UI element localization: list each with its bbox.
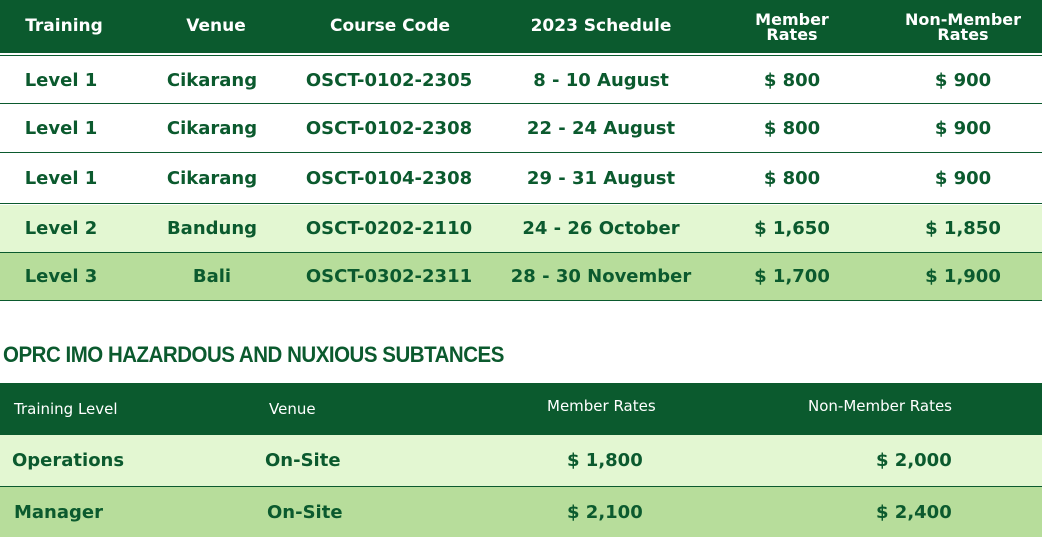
- header-non-member-rates: [858, 0, 1042, 53]
- table-row: [0, 487, 1042, 537]
- header-course-code: Course Code: [329, 16, 451, 36]
- cell-member-rate: $ 1,800: [567, 450, 643, 471]
- cell-non-member-rate: $ 1,900: [925, 266, 1001, 287]
- header-non-member-rates-line1: Non-Member: [904, 9, 1022, 29]
- cell-member-rate: $ 1,700: [754, 266, 830, 287]
- cell-schedule: 28 - 30 November: [510, 266, 692, 287]
- table-row: [0, 435, 1042, 486]
- cell-venue: On-Site: [265, 450, 341, 471]
- header-member-rates-line2: Rates: [766, 24, 818, 44]
- cell-member-rate: $ 2,100: [567, 501, 643, 523]
- cell-non-member-rate: $ 1,850: [925, 218, 1001, 239]
- cell-course-code: OSCT-0102-2305: [305, 69, 473, 91]
- cell-training: Level 1: [24, 167, 98, 189]
- table-row: [0, 57, 1042, 103]
- cell-venue: Cikarang: [166, 167, 258, 189]
- cell-schedule: 22 - 24 August: [526, 117, 676, 139]
- table1-header: [0, 0, 1042, 53]
- header-member-rates: [726, 0, 858, 53]
- cell-course-code: OSCT-0104-2308: [305, 167, 473, 189]
- cell-non-member-rate: $ 900: [934, 167, 992, 189]
- table2-header: [0, 383, 1042, 435]
- cell-non-member-rate: $ 2,000: [876, 450, 952, 471]
- cell-member-rate: $ 800: [763, 117, 821, 139]
- header-venue: Venue: [186, 16, 246, 36]
- header-training: Training: [25, 16, 103, 36]
- cell-training-level: Operations: [12, 450, 125, 471]
- cell-venue: Bandung: [166, 218, 258, 239]
- header-training-level: Training Level: [14, 400, 118, 418]
- cell-non-member-rate: $ 900: [934, 117, 992, 139]
- row-divider: [0, 300, 1042, 301]
- cell-venue: On-Site: [267, 501, 343, 523]
- table-row: [0, 104, 1042, 152]
- cell-member-rate: $ 1,650: [754, 218, 830, 239]
- cell-venue: Cikarang: [166, 69, 258, 91]
- cell-venue: Bali: [192, 266, 232, 287]
- header-non-member-rates-line2: Rates: [937, 24, 989, 44]
- header-venue-2: Venue: [269, 400, 316, 418]
- table-row: [0, 153, 1042, 203]
- header-member-rates-line1: Member: [755, 9, 829, 29]
- cell-training: Level 1: [24, 117, 98, 139]
- cell-training-level: Manager: [14, 501, 103, 523]
- cell-training: Level 3: [24, 266, 98, 287]
- cell-schedule: 29 - 31 August: [526, 167, 676, 189]
- cell-schedule: 8 - 10 August: [533, 69, 669, 91]
- table-row: [0, 205, 1042, 252]
- section-title: OPRC IMO HAZARDOUS AND NUXIOUS SUBTANCES: [3, 342, 504, 367]
- cell-course-code: OSCT-0102-2308: [305, 117, 473, 139]
- cell-training: Level 1: [24, 69, 98, 91]
- header-divider: [0, 55, 1042, 56]
- row-divider: [0, 203, 1042, 204]
- header-member-rates-2: Member Rates: [547, 397, 656, 415]
- cell-training: Level 2: [24, 218, 98, 239]
- cell-non-member-rate: $ 900: [934, 69, 992, 91]
- cell-member-rate: $ 800: [763, 69, 821, 91]
- table-row: [0, 253, 1042, 300]
- cell-venue: Cikarang: [166, 117, 258, 139]
- cell-course-code: OSCT-0202-2110: [305, 218, 473, 239]
- cell-schedule: 24 - 26 October: [522, 218, 680, 239]
- header-non-member-rates-2: Non-Member Rates: [808, 397, 952, 415]
- cell-course-code: OSCT-0302-2311: [305, 266, 473, 287]
- header-schedule: 2023 Schedule: [530, 16, 672, 36]
- cell-non-member-rate: $ 2,400: [876, 501, 952, 523]
- cell-member-rate: $ 800: [763, 167, 821, 189]
